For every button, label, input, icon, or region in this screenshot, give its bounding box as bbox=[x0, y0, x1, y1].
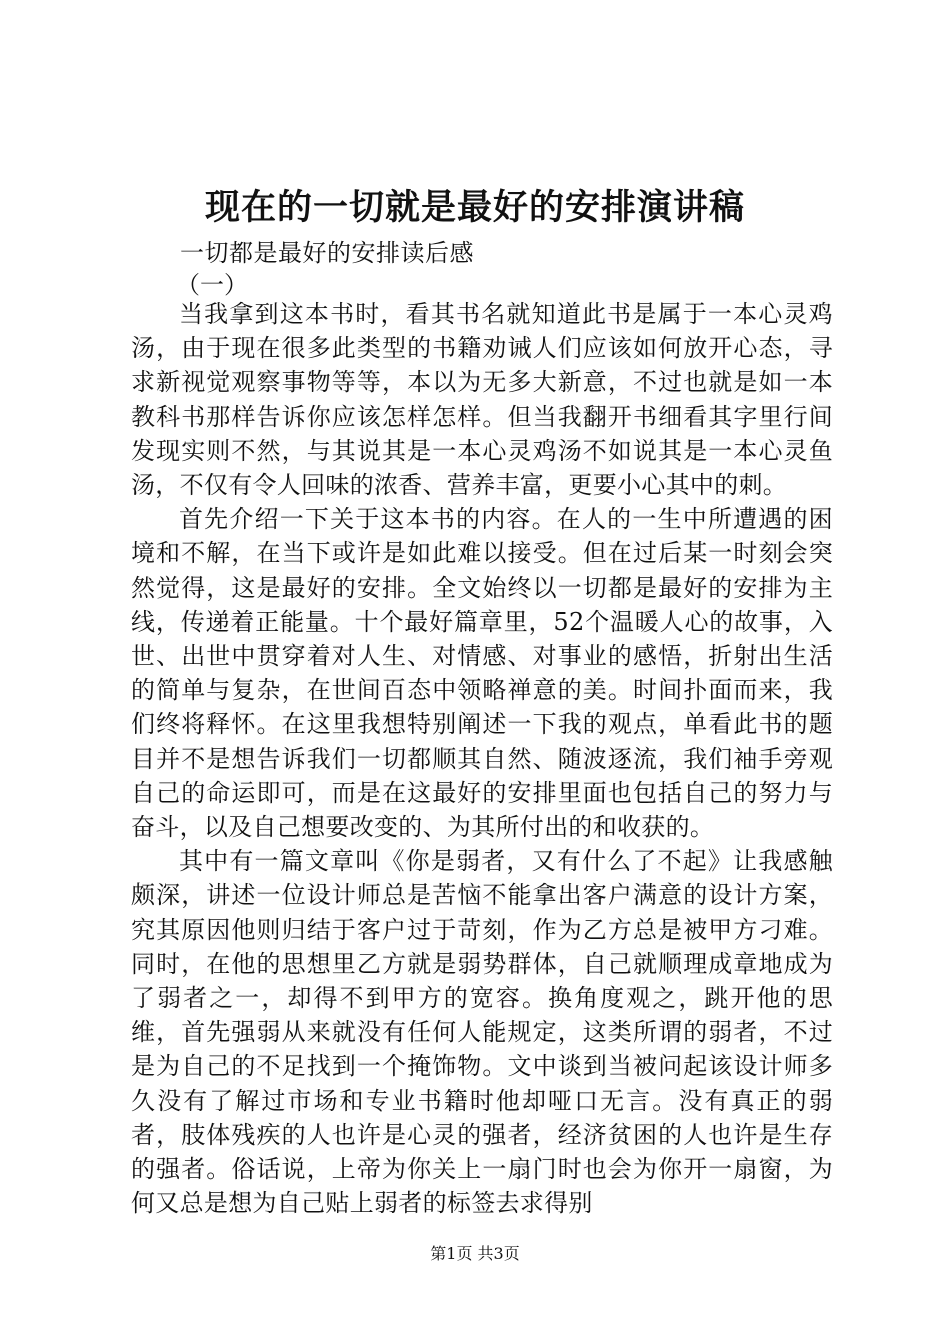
body-text bbox=[131, 297, 833, 1220]
paragraph-1: 当我拿到这本书时，看其书名就知道此书是属于一本心灵鸡汤，由于现在很多此类型的书籍劝诫人们应该如何放开心态，寻求新视觉观察事物等等，本以为无多大新意，不过也就是如一本教科书那样告诉你应该怎样怎样。但当我翻开书细看其字里行间发现实则不然，与其说其是一本心灵鸡汤不如说其是一本心灵鱼汤，不仅有令人回味的浓香、营养丰富，更要小心其中的刺。 bbox=[131, 300, 833, 500]
paragraph-2: 首先介绍一下关于这本书的内容。在人的一生中所遭遇的困境和不解，在当下或许是如此难以接受。但在过后某一时刻会突然觉得，这是最好的安排。全文始终以一切都是最好的安排为主线，传递着正能量。十个最好篇章里，52个温暖人心的故事，入世、出世中贯穿着对人生、对情感、对事业的感悟，折射出生活的简单与复杂，在世间百态中领略禅意的美。时间扑面而来，我们终将释怀。在这里我想特别阐述一下我的观点，单看此书的题目并不是想告诉我们一切都顺其自然、随波逐流，我们袖手旁观自己的命运即可，而是在这最好的安排里面也包括自己的努力与奋斗，以及自己想要改变的、为其所付出的和收获的。 bbox=[131, 505, 833, 842]
document-title: 现在的一切就是最好的安排演讲稿 bbox=[204, 187, 745, 228]
document-subtitle: 一切都是最好的安排读后感 bbox=[180, 239, 474, 267]
page-footer: 第1页 共3页 bbox=[430, 1244, 520, 1263]
paragraph-3: 其中有一篇文章叫《你是弱者，又有什么了不起》让我感触颇深，讲述一位设计师总是苦恼不能拿出客户满意的设计方案，究其原因他则归结于客户过于苛刻，作为乙方总是被甲方刁难。同时，在他的思想里乙方就是弱势群体，自己就顺理成章地成为了弱者之一，却得不到甲方的宽容。换角度观之，跳开他的思维，首先强弱从来就没有任何人能规定，这类所谓的弱者，不过是为自己的不足找到一个掩饰物。文中谈到当被问起该设计师多久没有了解过市场和专业书籍时他却哑口无言。没有真正的弱者，肢体残疾的人也许是心灵的强者，经济贫困的人也许是生存的强者。俗话说，上帝为你关上一扇门时也会为你开一扇窗，为何又总是想为自己贴上弱者的标签去求得别 bbox=[131, 847, 833, 1218]
section-number: （一） bbox=[176, 271, 248, 299]
